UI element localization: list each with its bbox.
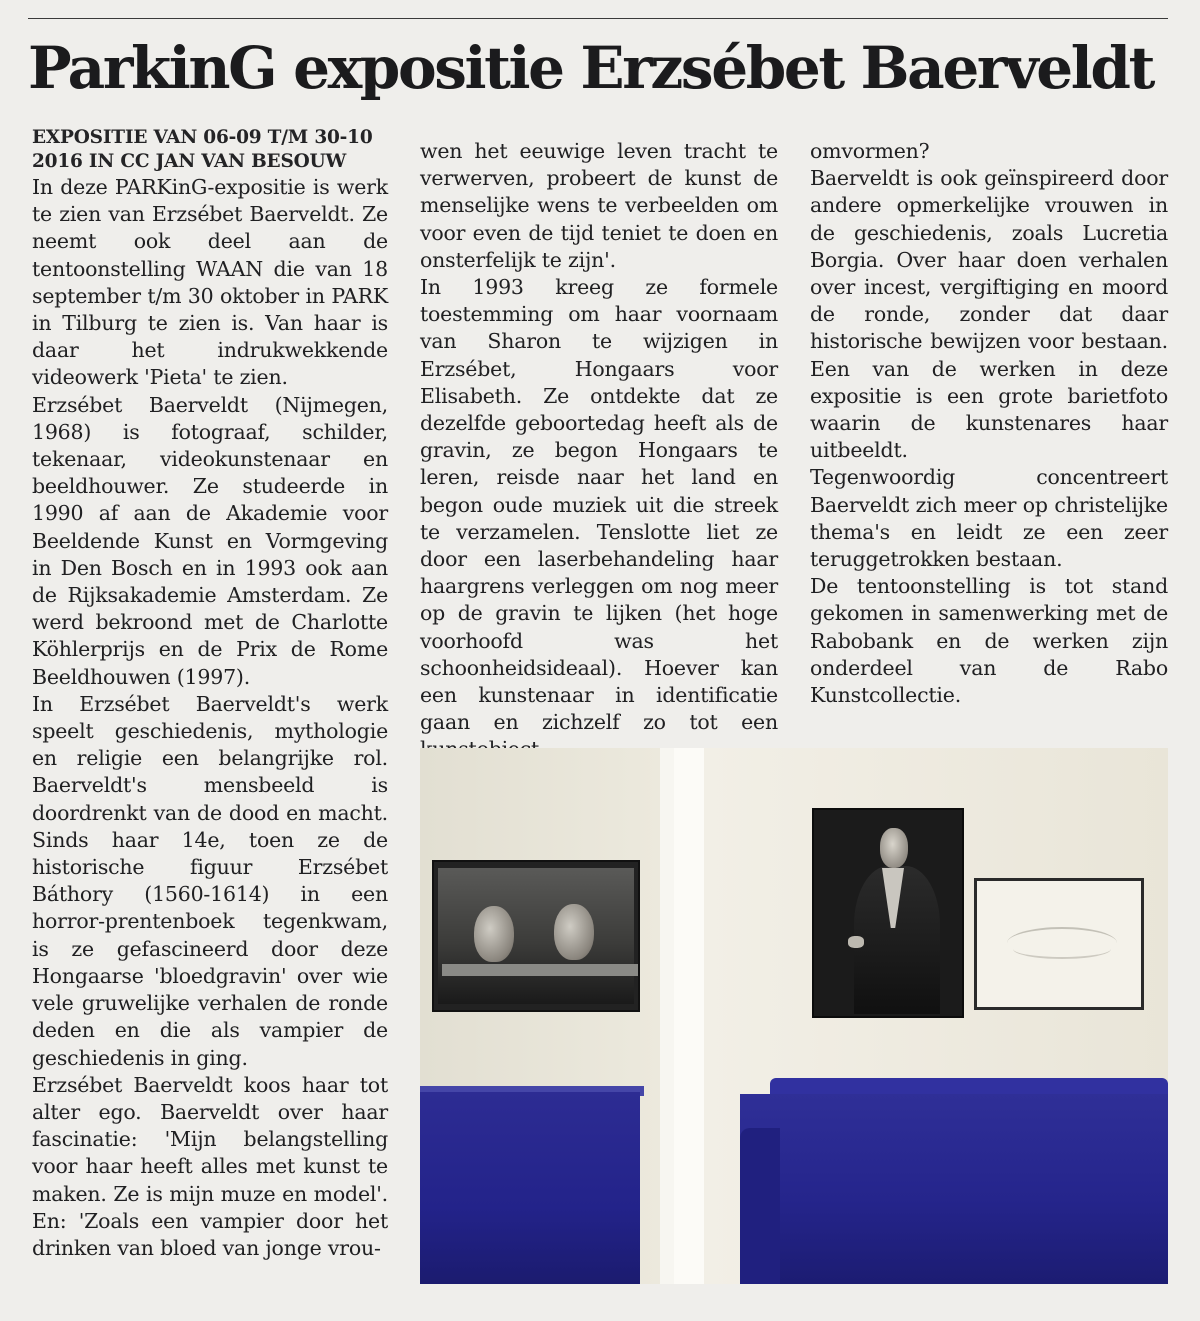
photo-heads-image — [438, 868, 634, 1004]
headline: ParkinG expositie Erzsébet Baerveldt — [28, 34, 1153, 102]
paragraph: Erzsébet Baerveldt (Nijmegen, 1968) is fotograaf, schilder, tekenaar, videokunstenaar en beeldhouwer. Ze studeerde in 1990 af aan de Akademie voor Beeldende Kunst en Vormgeving in Den Bosch en in 1993 ook aan de Rijksakademie Amsterdam. Ze werd bekroond met de Charlotte Köhlerprijs en de Prix de Rome Beeldhouwen (1997). — [32, 392, 388, 689]
framed-photo-heads — [432, 860, 640, 1012]
column-3 — [810, 138, 1168, 709]
sculpted-head — [554, 904, 594, 960]
bench-right-arm — [740, 1128, 780, 1284]
intro-line-1: EXPOSITIE VAN 06-09 T/M 30-10 — [32, 127, 373, 148]
paragraph: De tentoonstelling is tot stand gekomen in samenwerking met de Rabobank en de werken zijn onderdeel van de Rabo Kunstcollectie. — [810, 574, 1168, 708]
column-2 — [420, 138, 778, 764]
shelf — [442, 964, 638, 976]
blue-bench-left — [420, 1092, 640, 1284]
paragraph: In deze PARKinG-expositie is werk te zien van Erzsébet Baerveldt. Ze neemt ook deel aan de tentoonstelling WAAN die van 18 september t/m 30 oktober in PARK in Tilburg te zien is. Van haar is daar het indrukwekkende videowerk 'Pieta' te zien. — [32, 175, 388, 390]
intro-line-2: 2016 IN CC JAN VAN BESOUW — [32, 151, 347, 172]
portrait-hand — [848, 936, 864, 948]
paragraph: Erzsébet Baerveldt koos haar tot alter ego. Baerveldt over haar fascinatie: 'Mijn belangstelling voor haar heeft alles met kunst te maken. Ze is mijn muze en model'. En: 'Zoals een vampier door het drinken van bloed van jonge vrou- — [32, 1072, 388, 1260]
framed-drawing — [974, 878, 1144, 1010]
paragraph: wen het eeuwige leven tracht te verwerven, probeert de kunst de menselijke wens te verbeelden om voor even de tijd teniet te doen en onsterfelijk te zijn'. — [420, 139, 778, 272]
column-1 — [32, 126, 388, 1262]
wall-column — [674, 748, 704, 1284]
paragraph: Tegenwoordig concentreert Baerveldt zich meer op christelijke thema's en leidt ze een zeer teruggetrokken bestaan. — [810, 465, 1168, 572]
paragraph: Baerveldt is ook geïnspireerd door andere opmerkelijke vrouwen in de geschiedenis, zoals Lucretia Borgia. Over haar doen verhalen over incest, vergiftiging en moord de ronde, zonder dat daar historische bewijzen voor bestaan. Een van de werken in deze expositie is een grote barietfoto waarin de kunstenares haar uitbeeldt. — [810, 166, 1168, 463]
portrait-head — [880, 828, 908, 868]
wall-edge — [660, 748, 674, 1284]
paragraph: In 1993 kreeg ze formele toestemming om haar voornaam van Sharon te wijzigen in Erzsébet, Hongaars voor Elisabeth. Ze ontdekte dat ze dezelfde geboortedag heeft als de gravin, ze begon Hongaars te leren, reisde naar het land en begon oude muziek uit die streek te verzamelen. Tenslotte liet ze door een laserbehandeling haar haargrens verleggen om nog meer op de gravin te lijken (het hoge voorhoofd was het schoonheidsideaal). Hoever kan een kunstenaar in identificatie gaan en zichzelf zo tot een — [420, 275, 778, 735]
exhibition-photo — [420, 748, 1168, 1284]
paragraph: omvormen? — [810, 139, 930, 163]
drawing-line — [1013, 939, 1111, 959]
framed-portrait — [812, 808, 964, 1018]
blue-bench-right — [740, 1094, 1168, 1284]
paragraph: In Erzsébet Baerveldt's werk speelt geschiedenis, mythologie en religie een belangrijke rol. Baerveldt's mensbeeld is doordrenkt van de dood en macht. Sinds haar 14e, toen ze de historische figuur Erzsébet Báthory (1560-1614) in een horror-prentenboek tegenkwam, is ze gefascineerd door deze Hongaarse 'bloedgravin' over wie vele gruwelijke verhalen de ronde deden en die als vampier de geschiedenis in ging. — [32, 691, 388, 1070]
sculpted-head — [474, 906, 514, 962]
intro-lead — [32, 126, 388, 174]
top-rule — [28, 18, 1168, 19]
